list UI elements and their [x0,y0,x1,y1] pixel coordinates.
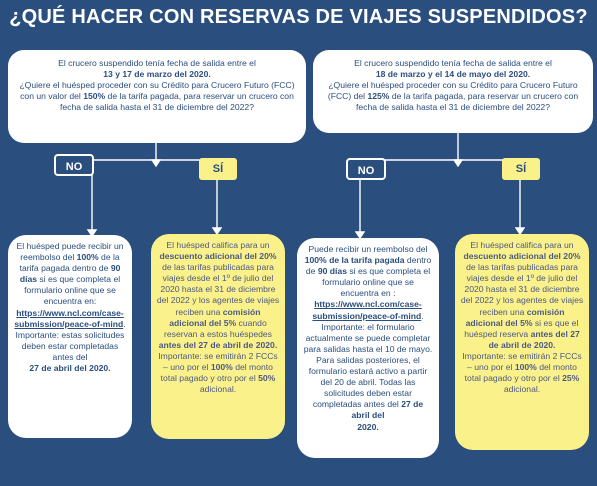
left-no-box [8,235,132,438]
left-no-text: El huésped puede recibir un reembolso del 100% de la tarifa pagada dentro de 90 días si es que completa el formulario online que se encuentra en: [16,241,124,307]
left-si-text: El huésped califica para un descuento adicional del 20% de las tarifas publicadas para viajes desde el 1º de julio del 2020 hasta el 31 de diciembre del 2022 y los agentes de viajes reciben una comisión adicional del 5% cuando reservan a estos huéspedes antes del 27 de abril de 2020. [156,240,280,350]
arrow-right-stem [454,160,462,166]
right-no-important: Importante: el formulario actualmente se puede completar para salidas hasta el 10 de mayo. Para salidas posteriores, el formulario estará activo a partir del 20 de abril. Todas las solicitudes deben estar completadas antes del 27 de abril del [303,321,433,421]
right-question-box [313,50,593,133]
right-si-important: Importante: se emitirán 2 FCCs – uno por el 100% del monto total pagado y otro por el 25% adicional. [462,350,582,395]
left-si-important: Importante: se emitirán 2 FCCs – uno por el 100% del monto total pagado y otro por el 50% adicional. [158,350,278,395]
left-question-box [8,50,306,143]
left-question-line1: El crucero suspendido tenía fecha de salida entre el [58,58,256,68]
left-si-badge: SÍ [199,158,237,180]
right-question-line1: El crucero suspendido tenía fecha de salida entre el [354,58,552,68]
left-no-deadline: 27 de abril del 2020. [29,363,111,374]
right-si-badge: SÍ [502,158,540,180]
right-question-dates: 18 de marzo y el 14 de mayo del 2020. [375,69,531,80]
right-no-badge: NO [346,158,386,180]
right-no-link-line: https://www.ncl.com/case-submission/peace-of-mind. [312,299,424,321]
left-no-important: Importante: estas solicitudes deben estar completadas antes del [15,329,125,362]
left-refund-link[interactable]: https://www.ncl.com/case-submission/peace-of-mind [14,307,124,329]
left-question-line2: ¿Quiere el huésped proceder con su Crédito para Crucero Futuro (FCC) con un valor del 150% de la tarifa pagada, para reservar un crucero con fecha de salida hasta el 31 de diciembre del 2022? [19,80,295,113]
left-si-box [151,234,285,439]
right-si-text: El huésped califica para un descuento adicional del 20% de las tarifas publicadas para viajes desde el 1º de julio del 2020 hasta el 31 de diciembre del 2022 y los agentes de viajes reciben una comisión adicional del 5% si es que el huésped reserva antes del 27 de abril de 2020. [460,240,584,350]
left-question-dates: 13 y 17 de marzo del 2020. [103,69,211,80]
right-no-box [297,238,439,458]
page-title: ¿QUÉ HACER CON RESERVAS DE VIAJES SUSPENDIDOS? [9,6,588,28]
right-question-line2: ¿Quiere el huésped proceder con su Crédito para Crucero Futuro (FCC) del 125% de la tarifa pagada, para reservar un crucero con fecha de salida hasta el 31 de diciembre del 2022? [327,80,579,113]
right-si-box [455,234,589,450]
arrow-left-stem [152,160,160,166]
left-no-link-line: https://www.ncl.com/case-submission/peace-of-mind. [14,307,126,329]
right-no-deadline-year: 2020. [357,421,379,432]
right-no-text: Puede recibir un reembolso del 100% de la tarifa pagada dentro de 90 días si es que completa el formulario online que se encuentra en : [304,244,432,299]
right-refund-link[interactable]: https://www.ncl.com/case-submission/peace-of-mind [312,299,422,321]
left-no-badge: NO [54,154,94,176]
